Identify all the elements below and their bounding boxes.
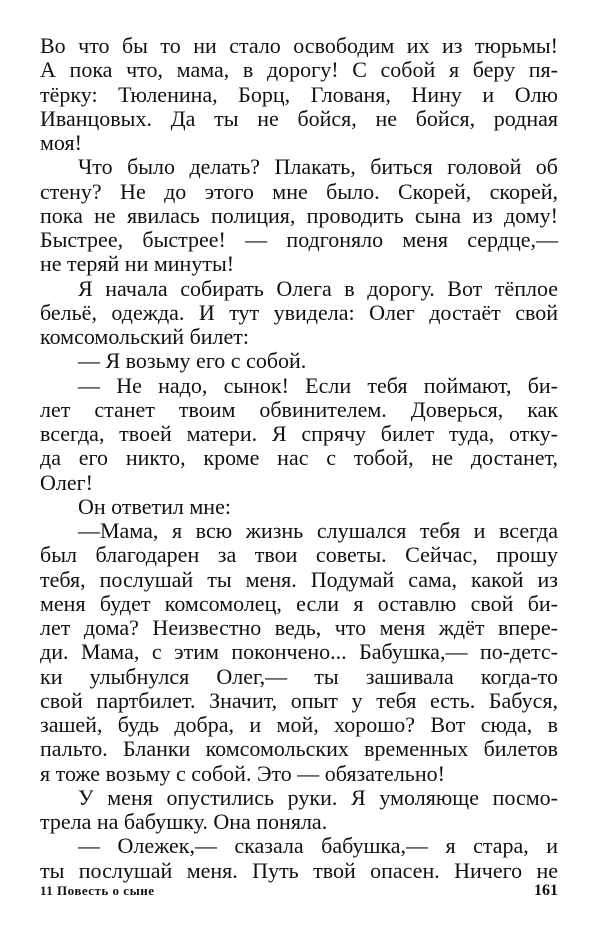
body-text bbox=[40, 34, 558, 883]
text-line: всегда, твоей матери. Я спрячу билет туда, отку- bbox=[40, 421, 558, 446]
text-line: Олег! bbox=[40, 469, 93, 495]
text-line: комсомольский билет: bbox=[40, 324, 249, 349]
text-line: Иванцовых. Да ты не бойся, не бойся, родная bbox=[40, 105, 558, 131]
text-line: не теряй ни минуты! bbox=[40, 251, 235, 277]
text-line: У меня опустились руки. Я умоляюще посмо- bbox=[78, 784, 558, 810]
text-line: я тоже возьму с собой. Это — обязательно! bbox=[40, 760, 445, 786]
text-line: стену? Не до этого мне было. Скорей, скорей, bbox=[40, 178, 558, 204]
page-number: 161 bbox=[534, 882, 558, 899]
text-line: лет станет твоим обвинителем. Доверься, как bbox=[40, 396, 558, 422]
text-line: да его никто, кроме нас с тобой, не достанет, bbox=[40, 445, 558, 471]
text-line: зашей, будь добра, и мой, хорошо? Вот сюда, в bbox=[40, 712, 558, 737]
text-line: тёрку: Тюленина, Борц, Глованя, Нину и Олю bbox=[40, 81, 558, 107]
page-footer bbox=[40, 880, 558, 902]
text-line: был благодарен за твои советы. Сейчас, прошу bbox=[40, 542, 558, 568]
text-line: ки улыбнулся Олег,— ты зашивала когда-то bbox=[40, 663, 558, 689]
text-line: тебя, послушай ты меня. Подумай сама, какой из bbox=[40, 566, 558, 592]
text-line: Что было делать? Плакать, биться головой об bbox=[78, 154, 558, 180]
text-line: свой партбилет. Значит, опыт у тебя есть. Бабуся, bbox=[40, 687, 558, 713]
text-line: меня будет комсомолец, если я оставлю свой би- bbox=[40, 590, 558, 616]
text-line: — Не надо, сынок! Если тебя поймают, би- bbox=[78, 372, 558, 398]
text-line: — Олежек,— сказала бабушка,— я стара, и bbox=[78, 833, 558, 859]
text-line: — Я возьму его с собой. bbox=[78, 348, 307, 374]
text-line: бельё, одежда. И тут увидела: Олег достаёт свой bbox=[40, 299, 558, 325]
text-line: Во что бы то ни стало освободим их из тюрьмы! bbox=[40, 33, 558, 58]
text-line: Он ответил мне: bbox=[78, 493, 231, 519]
text-line: пальто. Бланки комсомольских временных билетов bbox=[40, 736, 558, 762]
text-line: лет дома? Неизвестно ведь, что меня ждёт впере- bbox=[40, 615, 558, 640]
text-line: ты послушай меня. Путь твой опасен. Ничего не bbox=[40, 857, 558, 883]
text-line: —Мама, я всю жизнь слушался тебя и всегда bbox=[78, 518, 558, 543]
text-line: А пока что, мама, в дорогу! С собой я беру пя- bbox=[40, 57, 558, 83]
text-line: Я начала собирать Олега в дорогу. Вот тёплое bbox=[78, 275, 558, 301]
text-line: ди. Мама, с этим покончено... Бабушка,— по-детс- bbox=[40, 639, 558, 665]
text-line: моя! bbox=[40, 130, 82, 155]
text-line: Быстрее, быстрее! — подгоняло меня сердце,— bbox=[40, 227, 558, 252]
text-line: пока не явилась полиция, проводить сына из дому! bbox=[40, 202, 558, 228]
footer-signature: 11 Повесть о сыне bbox=[40, 883, 155, 898]
text-line: трела на бабушку. Она поняла. bbox=[40, 809, 328, 834]
